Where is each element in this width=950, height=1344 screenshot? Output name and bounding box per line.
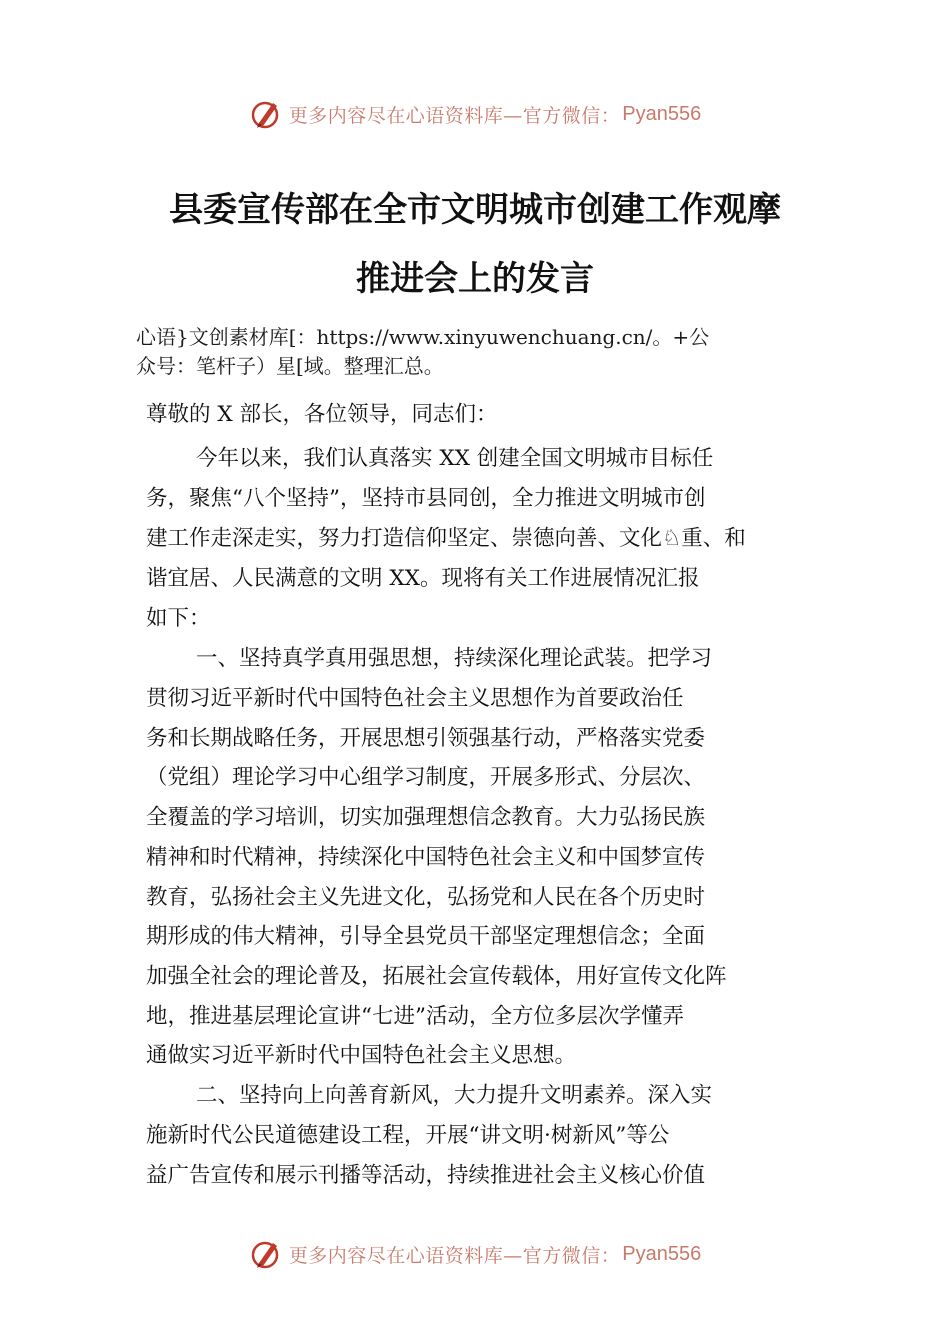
paragraph-line: 教育，弘扬社会主义先进文化，弘扬党和人民在各个历史时 — [146, 885, 706, 910]
paragraph-line: 二、坚持向上向善育新风，大力提升文明素养。深入实 — [196, 1083, 713, 1108]
document-title-line-1: 县委宣传部在全市文明城市创建工作观摩 — [169, 190, 781, 230]
paragraph-line: 施新时代公民道德建设工程，开展“讲文明·树新风”等公 — [146, 1123, 670, 1148]
paragraph-line: 务，聚焦“八个坚持”，坚持市县同创，全力推进文明城市创 — [146, 486, 706, 511]
paragraph-line: 一、坚持真学真用强思想，持续深化理论武装。把学习 — [196, 646, 713, 671]
paragraph-line: 如下： — [146, 606, 211, 631]
paragraph-line: 今年以来，我们认真落实 XX 创建全国文明城市目标任 — [196, 446, 714, 471]
paragraph-line: 地，推进基层理论宣讲“七进”活动，全方位多层次学懂弄 — [146, 1004, 684, 1029]
banner-wechat-id: Pyan556 — [622, 1242, 702, 1265]
header-banner — [0, 94, 950, 134]
paragraph-line: 期形成的伟大精神，引导全县党员干部坚定理想信念；全面 — [146, 924, 706, 949]
footer-banner — [0, 1234, 950, 1274]
banner-text: 更多内容尽在心语资料库—官方微信： — [288, 1244, 621, 1267]
paragraph-line: 加强全社会的理论普及，拓展社会宣传载体，用好宣传文化阵 — [146, 964, 727, 989]
source-note-line-1: 心语}文创素材库[：https://www.xinyuwenchuang.cn/。+公 — [136, 325, 710, 349]
banner-wechat-id: Pyan556 — [622, 102, 702, 125]
document-title-line-2: 推进会上的发言 — [356, 259, 594, 299]
paragraph-line: （党组）理论学习中心组学习制度，开展多形式、分层次、 — [146, 765, 706, 790]
paragraph-line: 全覆盖的学习培训，切实加强理想信念教育。大力弘扬民族 — [146, 805, 706, 830]
paragraph-line: 谐宜居、人民满意的文明 XX。现将有关工作进展情况汇报 — [146, 566, 700, 591]
pen-logo-icon — [249, 97, 283, 131]
pen-logo-icon — [249, 1237, 283, 1271]
paragraph-line: 务和长期战略任务，开展思想引领强基行动，严格落实党委 — [146, 726, 706, 751]
salutation: 尊敬的 X 部长，各位领导，同志们： — [146, 402, 498, 427]
paragraph-line: 贯彻习近平新时代中国特色社会主义思想作为首要政治任 — [146, 686, 684, 711]
paragraph-line: 通做实习近平新时代中国特色社会主义思想。 — [146, 1043, 577, 1068]
paragraph-line: 精神和时代精神，持续深化中国特色社会主义和中国梦宣传 — [146, 845, 706, 870]
source-note-line-2: 众号：笔杆子）星[域。整理汇总。 — [136, 354, 444, 378]
banner-text: 更多内容尽在心语资料库—官方微信： — [288, 104, 621, 127]
paragraph-line: 益广告宣传和展示刊播等活动，持续推进社会主义核心价值 — [146, 1163, 706, 1188]
paragraph-line: 建工作走深走实，努力打造信仰坚定、崇德向善、文化♘重、和 — [146, 526, 746, 551]
